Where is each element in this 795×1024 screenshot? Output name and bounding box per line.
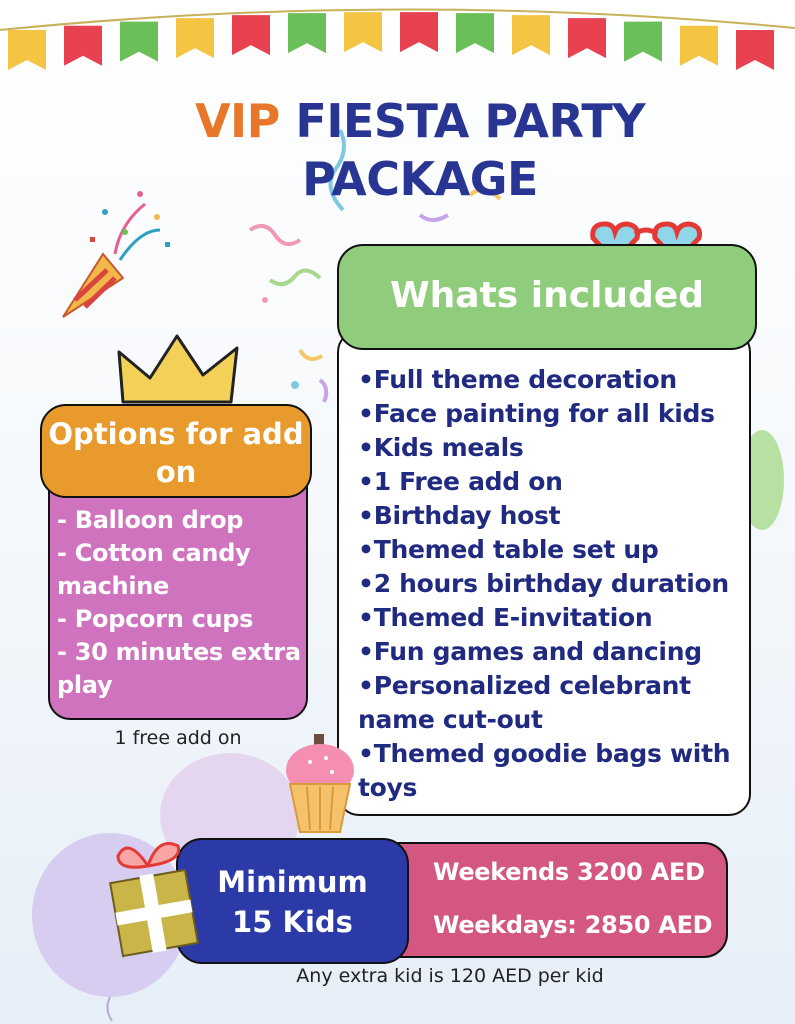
- extra-kid-note: Any extra kid is 120 AED per kid: [296, 965, 604, 987]
- weekdays-price: Weekdays: 2850 AED: [433, 911, 713, 939]
- list-item: • Themed goodie bags with toys: [358, 737, 743, 805]
- list-item: • Full theme decoration: [358, 363, 743, 397]
- included-heading: Whats included: [337, 244, 757, 350]
- list-item: - Cotton candy machine: [57, 537, 302, 603]
- title-vip: VIP: [194, 94, 280, 148]
- minimum-label: Minimum: [217, 865, 368, 899]
- list-item: • Face painting for all kids: [358, 397, 743, 431]
- title-line1: FIESTA PARTY: [295, 94, 646, 148]
- list-item: • 1 Free add on: [358, 465, 743, 499]
- page-title: [110, 92, 730, 208]
- bunting-flag: [232, 15, 270, 55]
- bunting-flag: [64, 26, 102, 66]
- bunting-flag: [512, 15, 550, 55]
- free-addon-note: 1 free add on: [114, 727, 242, 749]
- list-item: • Birthday host: [358, 499, 743, 533]
- bunting-flag: [8, 30, 46, 70]
- list-item: - Balloon drop: [57, 504, 302, 537]
- bunting-flag: [624, 22, 662, 62]
- bunting-flag: [120, 22, 158, 62]
- bunting-flag: [736, 30, 774, 70]
- bunting-flag: [176, 18, 214, 58]
- bunting-flag: [288, 13, 326, 53]
- addons-heading: Options for add on: [40, 404, 312, 498]
- bunting-flags: [0, 0, 795, 95]
- list-item: - 30 minutes extra play: [57, 636, 302, 702]
- title-line2: PACKAGE: [302, 152, 538, 206]
- list-item: • Fun games and dancing: [358, 635, 743, 669]
- bunting-flag: [680, 26, 718, 66]
- bunting-flag: [344, 12, 382, 52]
- bunting-flag: [456, 13, 494, 53]
- included-list: [358, 363, 743, 805]
- gift-box-icon: [100, 828, 210, 958]
- bunting-flag: [568, 18, 606, 58]
- cupcake-icon: [282, 732, 362, 837]
- list-item: - Popcorn cups: [57, 603, 302, 636]
- minimum-count: 15 Kids: [232, 905, 353, 939]
- addons-list: [57, 504, 302, 702]
- bunting-flag: [400, 12, 438, 52]
- list-item: • Themed table set up: [358, 533, 743, 567]
- list-item: • 2 hours birthday duration: [358, 567, 743, 601]
- list-item: • Personalized celebrant name cut-out: [358, 669, 743, 737]
- weekends-price: Weekends 3200 AED: [433, 858, 705, 886]
- list-item: • Kids meals: [358, 431, 743, 465]
- crown-icon: [115, 330, 245, 410]
- list-item: • Themed E-invitation: [358, 601, 743, 635]
- minimum-kids-badge: [176, 838, 409, 964]
